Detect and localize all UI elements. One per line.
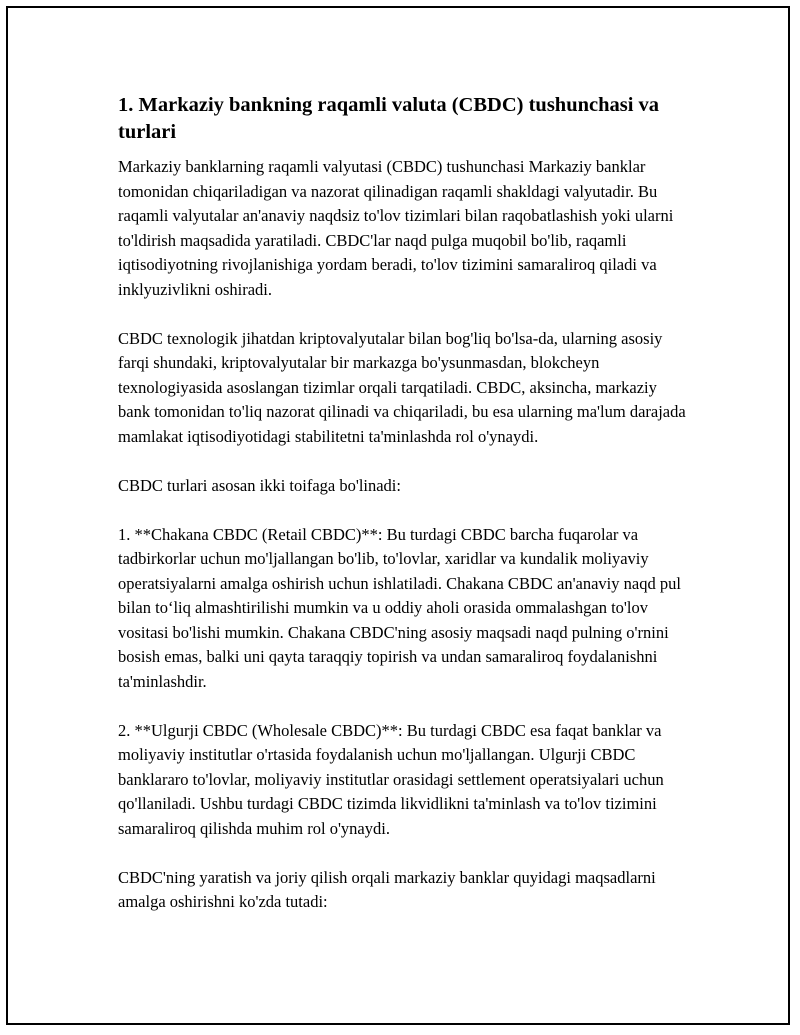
paragraph-cbdc-types-intro: CBDC turlari asosan ikki toifaga bo'linadi: — [118, 475, 401, 495]
document-title: 1. Markaziy bankning raqamli valuta (CBDC) tushunchasi va turlari — [118, 94, 660, 143]
paragraph-cbdc-goals-intro: CBDC'ning yaratish va joriy qilish orqali markaziy banklar quyidagi maqsadlarni amalga oshirishni ko'zda tutadi: — [118, 867, 656, 911]
document-body — [118, 92, 688, 939]
paragraph-cbdc-vs-crypto: CBDC texnologik jihatdan kriptovalyutalar bilan bog'liq bo'lsa-da, ularning asosiy farqi shundaki, kriptovalyutalar bir markazga bo'ysunmasdan, blokcheyn texnologiyasida asoslangan tizimlar orqali tarqatiladi. CBDC, aksincha, markaziy bank tomonidan to'liq nazorat qilinadi va chiqariladi, bu esa ularning ma'lum darajada mamlakat iqtisodiyotidagi stabilitetni ta'minlashda rol o'ynaydi. — [118, 328, 686, 446]
paragraph-wholesale-cbdc: 2. **Ulgurji CBDC (Wholesale CBDC)**: Bu turdagi CBDC esa faqat banklar va moliyaviy institutlar o'rtasida foydalanish uchun mo'ljallangan. Ulgurji CBDC banklararo to'lovlar, moliyaviy institutlar orasidagi settlement operatsiyalari uchun qo'llaniladi. Ushbu turdagi CBDC tizimda likvidlikni ta'minlash va to'lov tizimini samaraliroq qilishda muhim rol o'ynaydi. — [118, 720, 664, 838]
paragraph-retail-cbdc: 1. **Chakana CBDC (Retail CBDC)**: Bu turdagi CBDC barcha fuqarolar va tadbirkorlar uchun mo'ljallangan bo'lib, to'lovlar, xaridlar va kundalik moliyaviy operatsiyalarni amalga oshirish uchun ishlatiladi. Chakana CBDC an'anaviy naqd pul bilan to‘liq almashtirilishi mumkin va u oddiy aholi orasida ommalashgan to'lov vositasi bo'lishi mumkin. Chakana CBDC'ning asosiy maqsadi naqd pulning o'rnini bosish emas, balki uni qayta taraqqiy topirish va undan samaraliroq foydalanishni ta'minlashdir. — [118, 524, 681, 691]
paragraph-cbdc-definition: Markaziy banklarning raqamli valyutasi (CBDC) tushunchasi Markaziy banklar tomonidan chiqariladigan va nazorat qilinadigan raqamli shakldagi valyutadir. Bu raqamli valyutalar an'anaviy naqdsiz to'lov tizimlari bilan raqobatlashish yoki ularni to'ldirish maqsadida yaratiladi. CBDC'lar naqd pulga muqobil bo'lib, raqamli iqtisodiyotning rivojlanishiga yordam beradi, to'lov tizimini samaraliroq qiladi va inklyuzivlikni oshiradi. — [118, 157, 674, 299]
